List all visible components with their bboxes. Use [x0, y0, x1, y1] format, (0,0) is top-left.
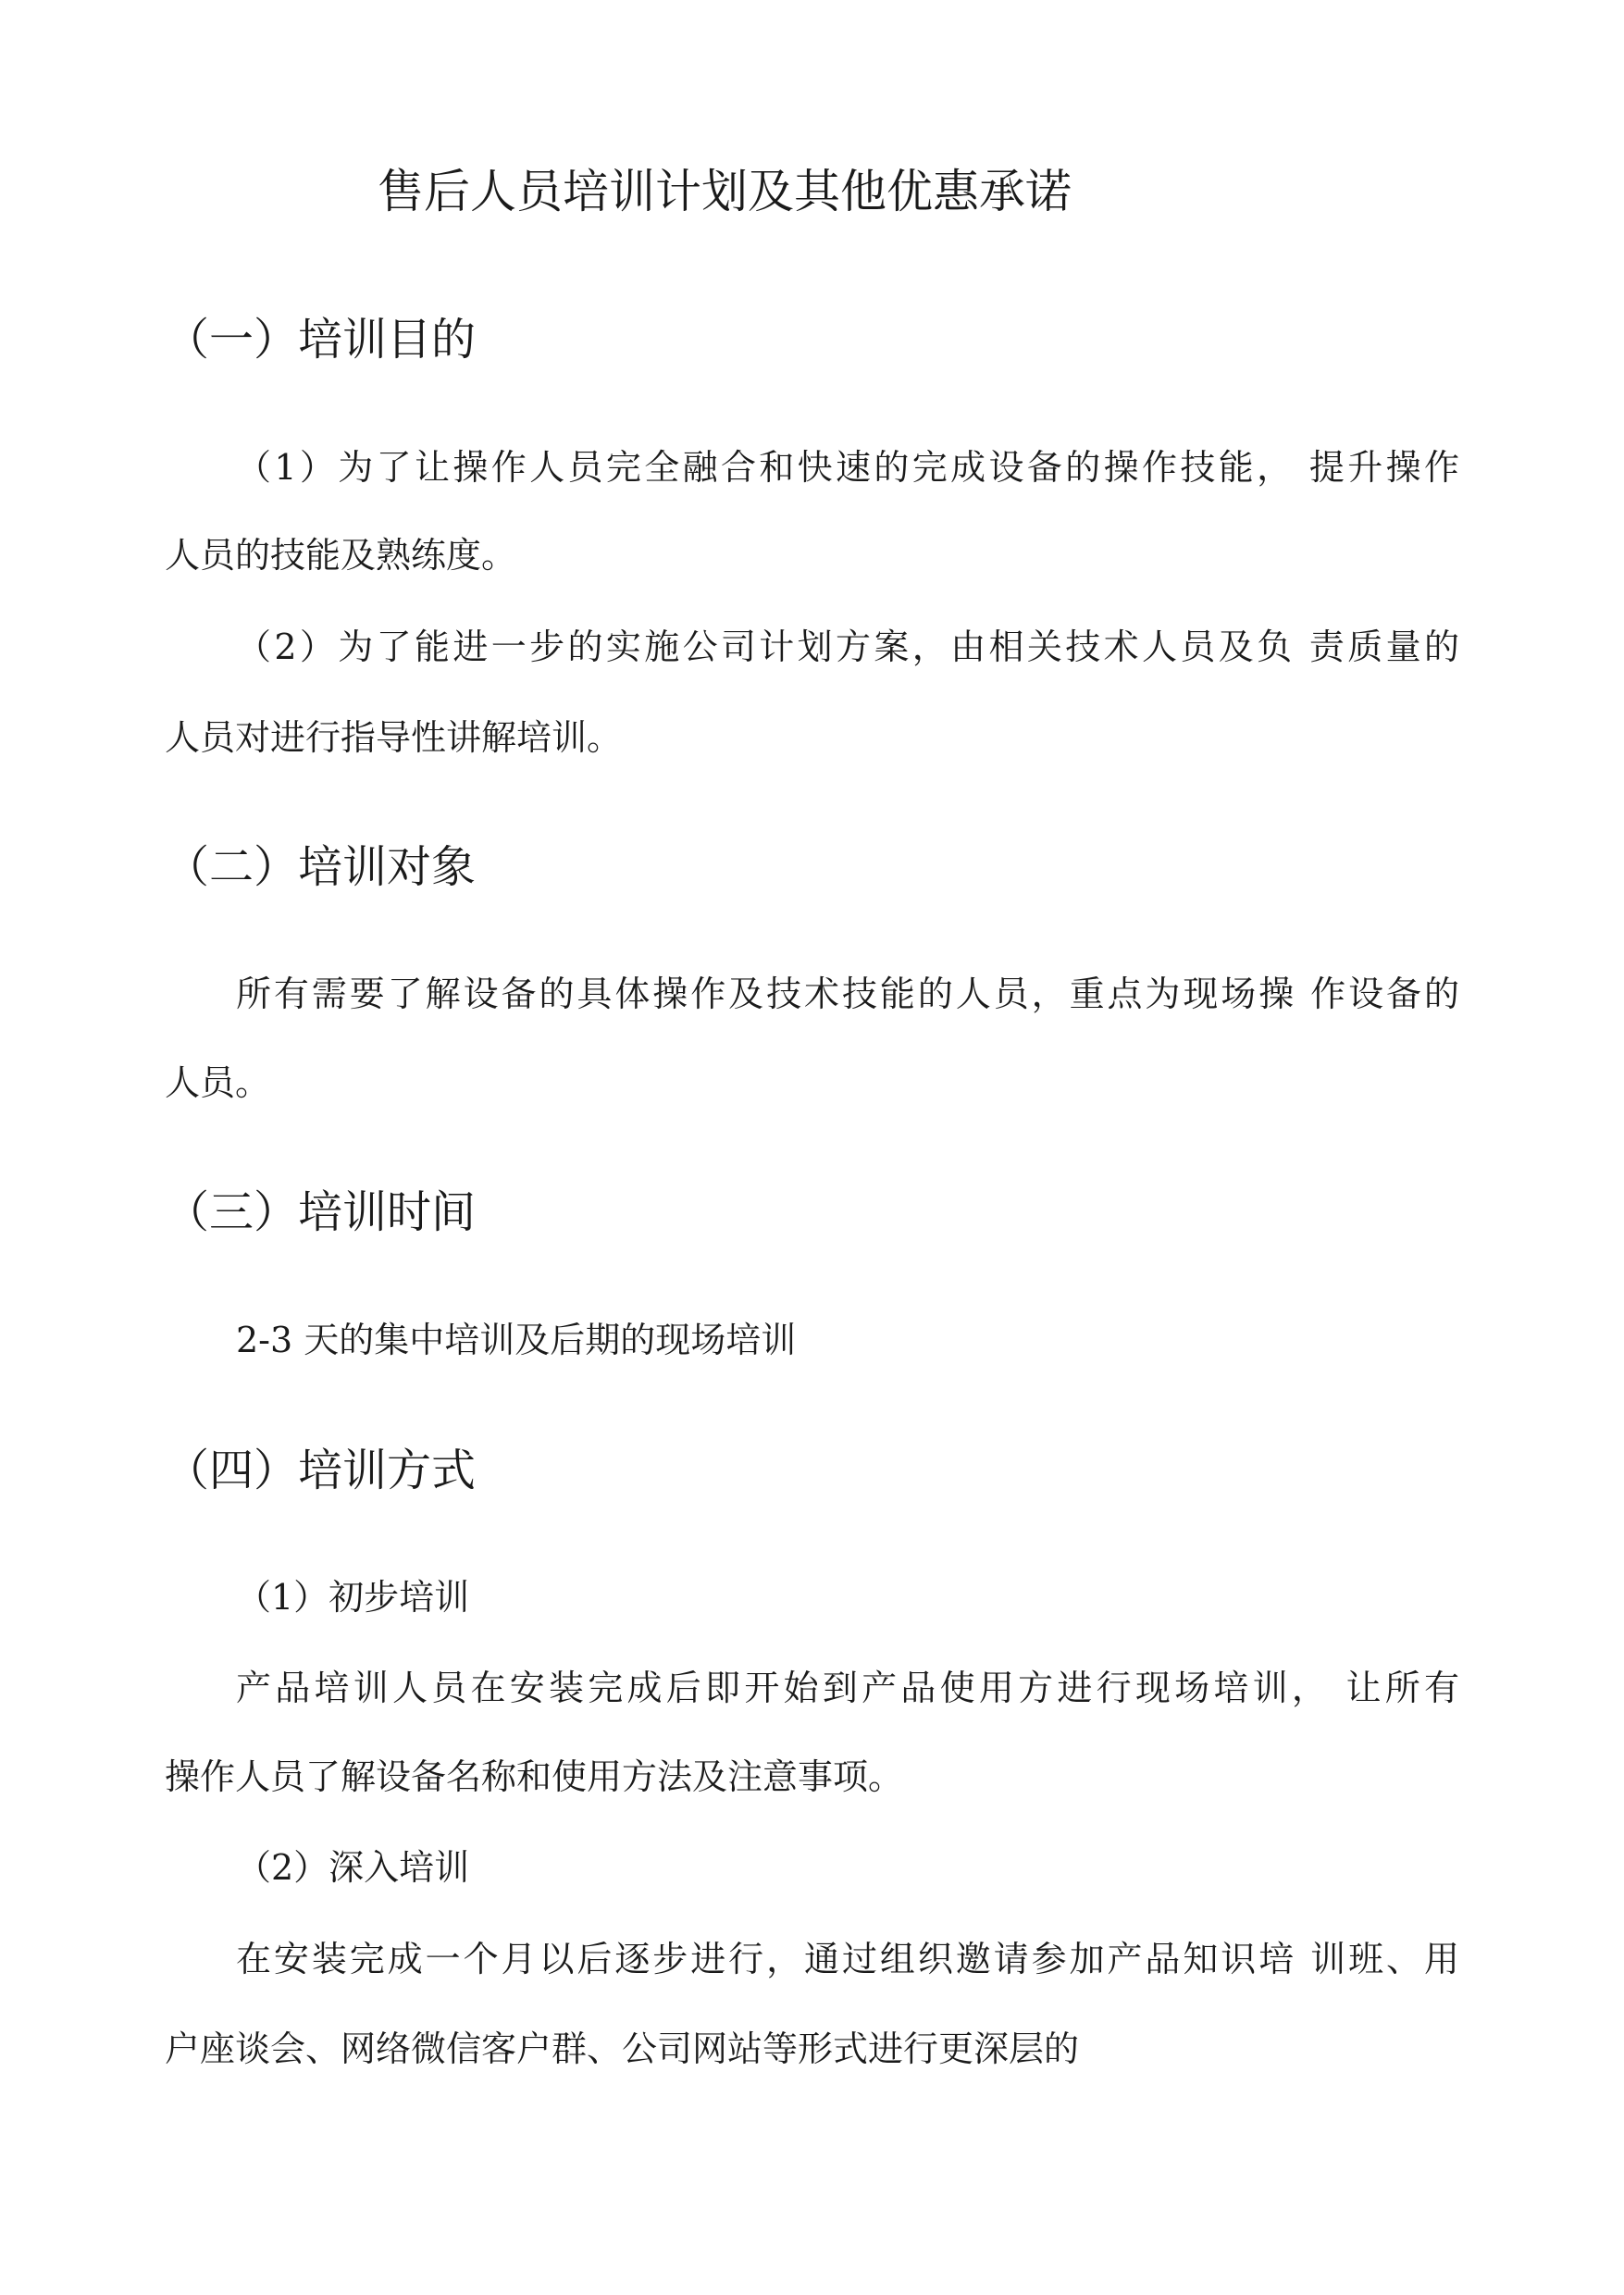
paragraph-line: 产品培训人员在安装完成后即开始到产品使用方进行现场培训， 让所有 — [236, 1668, 1459, 1708]
document-title: 售后人员培训计划及其他优惠承诺 — [378, 165, 1072, 218]
paragraph-line: 操作人员了解设备名称和使用方法及注意事项。 — [165, 1756, 904, 1797]
paragraph-line: 在安装完成一个月以后逐步进行，通过组织邀请参加产品知识培 训班、用 — [236, 1939, 1459, 1979]
paragraph-line: 户座谈会、网络微信客户群、公司网站等形式进行更深层的 — [165, 2028, 1080, 2069]
section-heading-target: （二）培训对象 — [165, 841, 477, 893]
paragraph-line: 2-3 天的集中培训及后期的现场培训 — [236, 1320, 797, 1360]
subheading-line: （1）初步培训 — [236, 1577, 470, 1618]
section-heading-method: （四）培训方式 — [165, 1445, 477, 1496]
paragraph-line: 人员。 — [165, 1062, 271, 1103]
paragraph-line: 所有需要了解设备的具体操作及技术技能的人员，重点为现场操 作设备的 — [236, 974, 1459, 1014]
paragraph-line: （2）为了能进一步的实施公司计划方案，由相关技术人员及负 责质量的 — [236, 626, 1459, 667]
subheading-line: （2）深入培训 — [236, 1847, 470, 1888]
paragraph-line: 人员对进行指导性讲解培训。 — [165, 717, 623, 758]
paragraph-line: （1）为了让操作人员完全融合和快速的完成设备的操作技能， 提升操作 — [236, 447, 1459, 488]
paragraph-line: 人员的技能及熟练度。 — [165, 535, 517, 576]
section-heading-time: （三）培训时间 — [165, 1186, 477, 1238]
section-heading-purpose: （一）培训目的 — [165, 314, 477, 366]
